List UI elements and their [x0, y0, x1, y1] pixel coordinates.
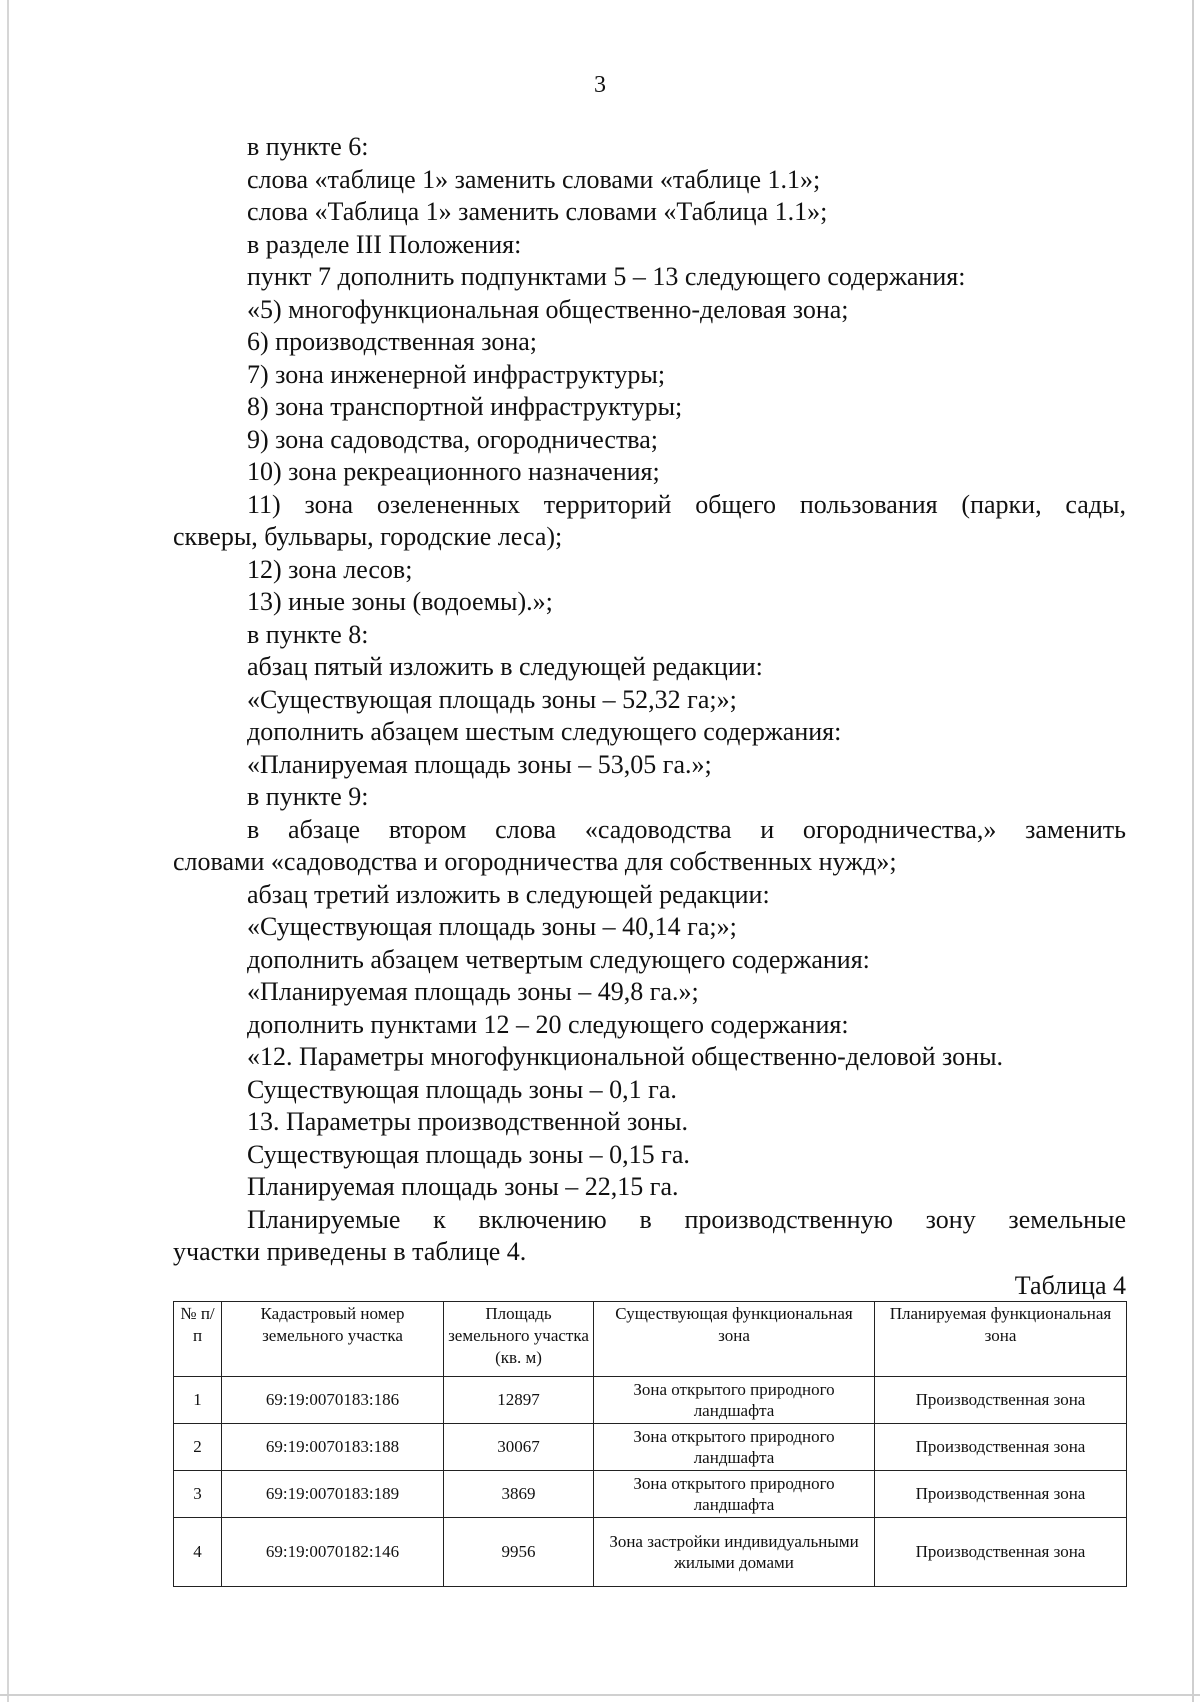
header-num: № п/п — [174, 1302, 222, 1377]
land-plots-table — [173, 1301, 1127, 1587]
paragraph-line: Планируемые к включению в производственную зону земельные — [247, 1204, 1126, 1234]
cell-num: 1 — [174, 1377, 222, 1424]
cell-area: 3869 — [444, 1471, 594, 1518]
cell-planned-zone: Производственная зона — [875, 1377, 1127, 1424]
paragraph-line: Существующая площадь зоны – 0,1 га. — [247, 1074, 677, 1104]
paragraph-line: в пункте 9: — [247, 782, 369, 811]
document-body — [173, 131, 1126, 1269]
scan-right-edge — [1192, 0, 1194, 1702]
cell-num: 2 — [174, 1424, 222, 1471]
header-existing-zone: Существующая функциональная зона — [594, 1302, 875, 1377]
cell-existing-zone: Зона открытого природного ландшафта — [594, 1377, 875, 1424]
cell-area: 30067 — [444, 1424, 594, 1471]
paragraph-line: «Существующая площадь зоны – 40,14 га;»; — [247, 912, 737, 941]
table-row — [174, 1518, 1127, 1587]
paragraph-line: 9) зона садоводства, огородничества; — [247, 424, 658, 454]
table-row — [174, 1471, 1127, 1518]
paragraph-line: «Планируемая площадь зоны – 49,8 га.»; — [247, 977, 699, 1006]
cell-existing-zone: Зона открытого природного ландшафта — [594, 1471, 875, 1518]
paragraph-line: скверы, бульвары, городские леса); — [173, 522, 563, 551]
header-cadastral: Кадастровый номер земельного участка — [222, 1302, 444, 1377]
paragraph-line: «Планируемая площадь зоны – 53,05 га.»; — [247, 749, 712, 779]
paragraph-line: пункт 7 дополнить подпунктами 5 – 13 следующего содержания: — [247, 262, 966, 291]
cell-area: 9956 — [444, 1518, 594, 1587]
cell-planned-zone: Производственная зона — [875, 1424, 1127, 1471]
paragraph-line: слова «Таблица 1» заменить словами «Таблица 1.1»; — [247, 197, 828, 226]
paragraph-line: абзац третий изложить в следующей редакции: — [247, 879, 770, 909]
cell-area: 12897 — [444, 1377, 594, 1424]
paragraph-line: 8) зона транспортной инфраструктуры; — [247, 392, 683, 421]
paragraph-line: 6) производственная зона; — [247, 327, 538, 356]
paragraph-line: «5) многофункциональная общественно-деловая зона; — [247, 294, 849, 324]
cell-existing-zone: Зона застройки индивидуальными жилыми домами — [594, 1518, 875, 1587]
paragraph-line: слова «таблице 1» заменить словами «таблице 1.1»; — [247, 164, 821, 194]
scan-bottom-edge — [0, 1694, 1200, 1696]
paragraph-line: в пункте 6: — [247, 132, 369, 161]
paragraph-line: 13) иные зоны (водоемы).»; — [247, 587, 553, 616]
table-row — [174, 1377, 1127, 1424]
table-header-row — [174, 1302, 1127, 1377]
scan-left-edge — [7, 0, 9, 1702]
paragraph-line: словами «садоводства и огородничества для собственных нужд»; — [173, 847, 897, 876]
table-row — [174, 1424, 1127, 1471]
paragraph-line: Планируемая площадь зоны – 22,15 га. — [247, 1172, 679, 1201]
paragraph-line: 11) зона озелененных территорий общего пользования (парки, сады, — [247, 489, 1126, 519]
cell-cadastral: 69:19:0070183:188 — [222, 1424, 444, 1471]
cell-cadastral: 69:19:0070183:186 — [222, 1377, 444, 1424]
page-number: 3 — [594, 72, 606, 98]
table-caption: Таблица 4 — [1014, 1271, 1126, 1300]
cell-num: 4 — [174, 1518, 222, 1587]
paragraph-line: дополнить абзацем четвертым следующего содержания: — [247, 944, 870, 974]
cell-num: 3 — [174, 1471, 222, 1518]
paragraph-line: 10) зона рекреационного назначения; — [247, 457, 660, 486]
paragraph-line: Существующая площадь зоны – 0,15 га. — [247, 1139, 690, 1169]
header-area: Площадь земельного участка (кв. м) — [444, 1302, 594, 1377]
cell-cadastral: 69:19:0070182:146 — [222, 1518, 444, 1587]
paragraph-line: дополнить пунктами 12 – 20 следующего содержания: — [247, 1009, 849, 1039]
paragraph-line: в пункте 8: — [247, 619, 369, 649]
cell-planned-zone: Производственная зона — [875, 1518, 1127, 1587]
paragraph-line: абзац пятый изложить в следующей редакции: — [247, 652, 763, 681]
cell-cadastral: 69:19:0070183:189 — [222, 1471, 444, 1518]
paragraph-line: 13. Параметры производственной зоны. — [247, 1107, 688, 1136]
paragraph-line: в абзаце втором слова «садоводства и огородничества,» заменить — [247, 814, 1126, 844]
paragraph-line: участки приведены в таблице 4. — [173, 1237, 527, 1266]
header-planned-zone: Планируемая функциональная зона — [875, 1302, 1127, 1377]
paragraph-line: в разделе III Положения: — [247, 229, 522, 259]
cell-existing-zone: Зона открытого природного ландшафта — [594, 1424, 875, 1471]
paragraph-line: «Существующая площадь зоны – 52,32 га;»; — [247, 684, 737, 714]
paragraph-line: дополнить абзацем шестым следующего содержания: — [247, 717, 842, 746]
paragraph-line: «12. Параметры многофункциональной общественно-деловой зоны. — [247, 1042, 1004, 1071]
paragraph-line: 12) зона лесов; — [247, 554, 413, 584]
paragraph-line: 7) зона инженерной инфраструктуры; — [247, 359, 666, 389]
cell-planned-zone: Производственная зона — [875, 1471, 1127, 1518]
